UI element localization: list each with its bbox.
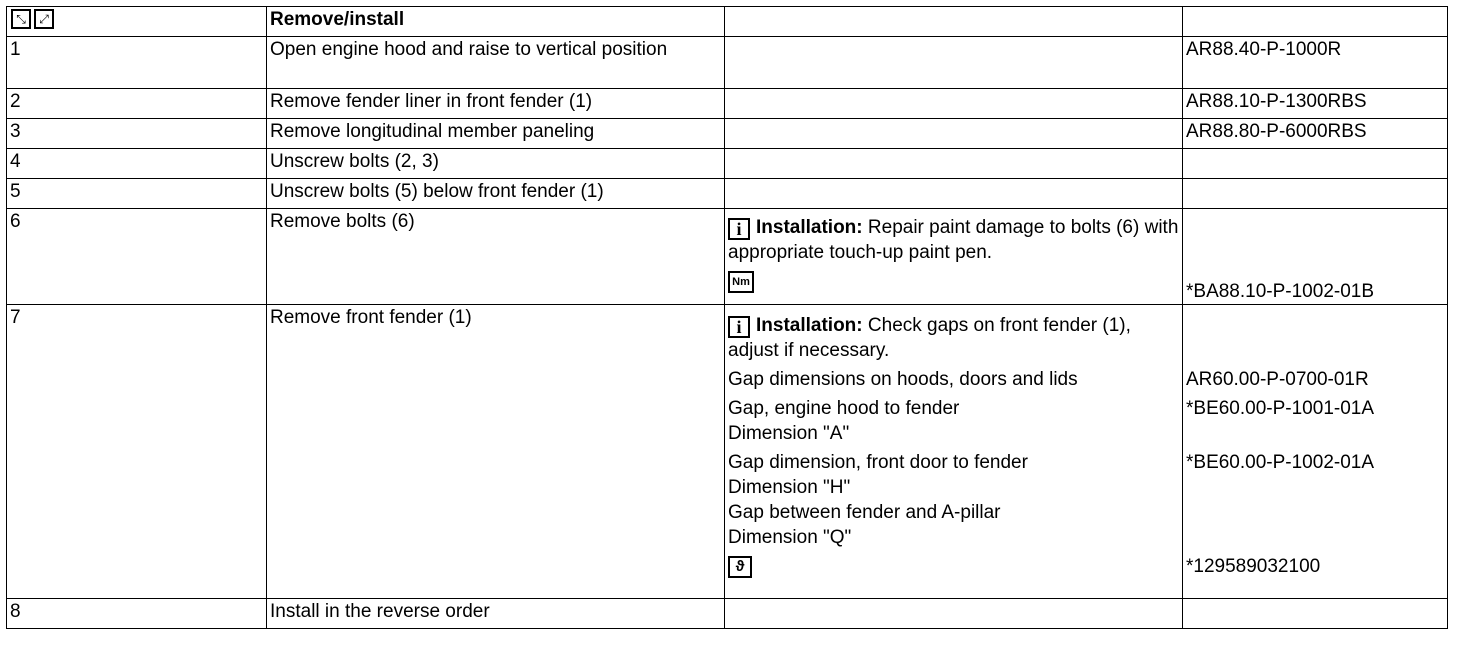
- gap-hood-dimension: Dimension "A": [728, 423, 850, 444]
- installation-note: Repair paint damage to bolts (6) with appropriate touch-up paint pen.: [728, 217, 1179, 263]
- step-number: 1: [7, 37, 267, 89]
- step-number: 8: [7, 599, 267, 629]
- installation-note: Check gaps on front fender (1), adjust if necessary.: [728, 315, 1131, 361]
- gap-dims-reference-link[interactable]: AR60.00-P-0700-01R: [1186, 369, 1369, 390]
- table-header-row: [7, 7, 1448, 37]
- step-action: Open engine hood and raise to vertical position: [267, 37, 725, 89]
- table-row: [7, 305, 1448, 599]
- info-icon: i: [728, 218, 750, 240]
- step-action: Remove front fender (1): [267, 305, 725, 599]
- step-reference-cell: [1183, 209, 1448, 305]
- step-number: 5: [7, 179, 267, 209]
- gap-hood-label: Gap, engine hood to fender: [728, 398, 960, 419]
- step-number: 2: [7, 89, 267, 119]
- gap-door-reference-link[interactable]: *BE60.00-P-1002-01A: [1186, 452, 1375, 473]
- collapse-all-icon[interactable]: ⤢: [34, 9, 54, 29]
- torque-reference-link[interactable]: *BA88.10-P-1002-01B: [1186, 281, 1375, 302]
- gap-pillar-dimension: Dimension "Q": [728, 527, 852, 548]
- step-notes: [725, 209, 1183, 305]
- table-row: [7, 179, 1448, 209]
- gap-dims-label: Gap dimensions on hoods, doors and lids: [728, 369, 1078, 390]
- table-row: [7, 119, 1448, 149]
- header-icons-cell: [7, 7, 267, 37]
- step-reference-link[interactable]: AR88.40-P-1000R: [1183, 37, 1448, 89]
- gap-pillar-label: Gap between fender and A-pillar: [728, 502, 1001, 523]
- step-reference-link[interactable]: AR88.10-P-1300RBS: [1183, 89, 1448, 119]
- gap-door-label: Gap dimension, front door to fender: [728, 452, 1028, 473]
- step-action: Install in the reverse order: [267, 599, 725, 629]
- step-action: Remove bolts (6): [267, 209, 725, 305]
- table-row: [7, 37, 1448, 89]
- gap-door-dimension: Dimension "H": [728, 477, 851, 498]
- step-number: 4: [7, 149, 267, 179]
- table-row: [7, 149, 1448, 179]
- procedure-table: [6, 6, 1448, 629]
- torque-icon[interactable]: Nm: [728, 271, 754, 293]
- gap-hood-reference-link[interactable]: *BE60.00-P-1001-01A: [1186, 398, 1375, 419]
- step-action: Remove longitudinal member paneling: [267, 119, 725, 149]
- step-reference-cell: [1183, 305, 1448, 599]
- section-title: Remove/install: [267, 7, 725, 37]
- step-action: Unscrew bolts (2, 3): [267, 149, 725, 179]
- table-row: [7, 89, 1448, 119]
- expand-all-icon[interactable]: ⤡: [11, 9, 31, 29]
- step-action: Unscrew bolts (5) below front fender (1): [267, 179, 725, 209]
- special-tool-reference-link[interactable]: *129589032100: [1186, 556, 1321, 577]
- table-row: [7, 599, 1448, 629]
- special-tool-icon[interactable]: ϑ: [728, 556, 752, 578]
- step-reference-link[interactable]: AR88.80-P-6000RBS: [1183, 119, 1448, 149]
- step-action: Remove fender liner in front fender (1): [267, 89, 725, 119]
- info-icon: i: [728, 316, 750, 338]
- table-row: [7, 209, 1448, 305]
- installation-label: Installation:: [756, 217, 863, 238]
- step-number: 7: [7, 305, 267, 599]
- installation-label: Installation:: [756, 315, 863, 336]
- step-number: 3: [7, 119, 267, 149]
- step-notes: [725, 305, 1183, 599]
- step-number: 6: [7, 209, 267, 305]
